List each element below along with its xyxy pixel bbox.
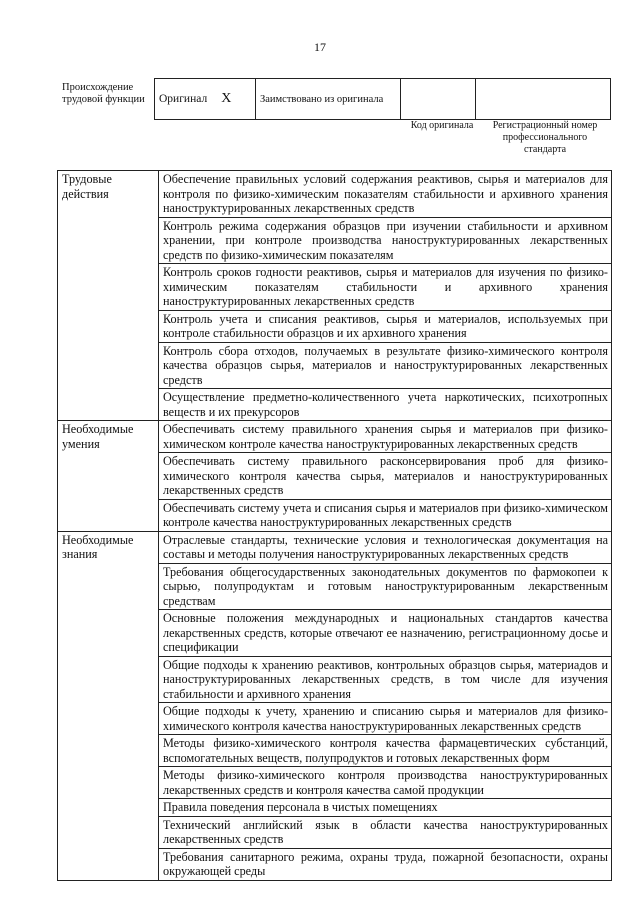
section-item: Обеспечивать систему учета и списания сырья и материалов при физико-химическом контроле качества наноструктурированных лекарственных средств <box>159 499 612 531</box>
function-table <box>57 170 612 881</box>
section-item: Основные положения международных и национальных стандартов качества лекарственных средств, которые отвечают ее назначению, регистрационному досье и спецификации <box>159 610 612 657</box>
origin-table <box>58 78 611 120</box>
section-item: Контроль сроков годности реактивов, сырья и материалов для изучения по физико-химическим показателям стабильности и архивного хранения наноструктурированных лекарственных средств <box>159 264 612 311</box>
section-item: Обеспечивать систему правильного хранения сырья и материалов при физико-химическом контроле качества наноструктурированных лекарственных средств <box>159 421 612 453</box>
table-row <box>58 421 612 453</box>
section-item: Контроль сбора отходов, получаемых в результате физико-химического контроля качества образцов сырья, материалов и наноструктурированных лекарственных средств <box>159 342 612 389</box>
section-item: Общие подходы к хранению реактивов, контрольных образцов сырья, материадов и наноструктурированных лекарственных средств, в том числе для изучения стабильности и архивного хранения <box>159 656 612 703</box>
section-item: Отраслевые стандарты, технические условия и технологическая документация на составы и методы получения наноструктурированных лекарственных средств <box>159 531 612 563</box>
origin-label: Происхождение трудовой функции <box>62 81 145 105</box>
section-item: Контроль учета и списания реактивов, сырья и материалов, используемых при контроле стабильности образцов и их архивного хранения <box>159 310 612 342</box>
reg-cell <box>476 79 611 120</box>
borrowed-cell: Заимствовано из оригинала <box>256 79 401 120</box>
original-mark: X <box>221 91 232 106</box>
original-cell <box>155 79 256 120</box>
section-item: Требования санитарного режима, охраны труда, пожарной безопасности, охраны окружающей среды <box>159 848 612 880</box>
table-row <box>58 171 612 218</box>
section-item: Обеспечивать систему правильного расконсервирования проб для физико-химического контроля качества сырья, материалов и наноструктурированных лекарственных средств <box>159 453 612 500</box>
section-item: Требования общегосударственных законодательных документов по фармокопеи к сырью, полупродуктам и готовым наноструктурированным лекарственным средствам <box>159 563 612 610</box>
section-item: Обеспечение правильных условий содержания реактивов, сырья и материалов для контроля по физико-химическим показателям стабильности и архивного хранения наноструктурированных лекарственных средств <box>159 171 612 218</box>
code-cell <box>401 79 476 120</box>
section-title: Необходимые умения <box>58 421 159 532</box>
section-item: Методы физико-химического контроля качества фармацевтических субстанций, вспомогательных веществ, полупродуктов и готовых лекарственных форм <box>159 735 612 767</box>
section-item: Технический английский язык в области качества наноструктурированных лекарственных средств <box>159 816 612 848</box>
reg-caption: Регистрационный номер профессионального стандарта <box>492 120 598 155</box>
original-label: Оригинал <box>159 93 208 105</box>
section-item: Правила поведения персонала в чистых помещениях <box>159 799 612 817</box>
section-title: Необходимые знания <box>58 531 159 880</box>
section-item: Контроль режима содержания образцов при изучении стабильности и архивном хранении, при контроле производства наноструктурированных лекарственных средств по физико-химическим показателям <box>159 217 612 264</box>
section-item: Общие подходы к учету, хранению и списанию сырья и материалов для физико-химического контроля качества наноструктурированных лекарственных средств <box>159 703 612 735</box>
section-item: Методы физико-химического контроля производства наноструктурированных лекарственных средств и контроля качества самой продукции <box>159 767 612 799</box>
code-caption: Код оригинала <box>410 120 474 131</box>
page-number: 17 <box>314 40 326 54</box>
section-item: Осуществление предметно-количественного учета наркотических, психотропных веществ и их прекурсоров <box>159 389 612 421</box>
section-title: Трудовые действия <box>58 171 159 421</box>
table-row <box>58 531 612 563</box>
